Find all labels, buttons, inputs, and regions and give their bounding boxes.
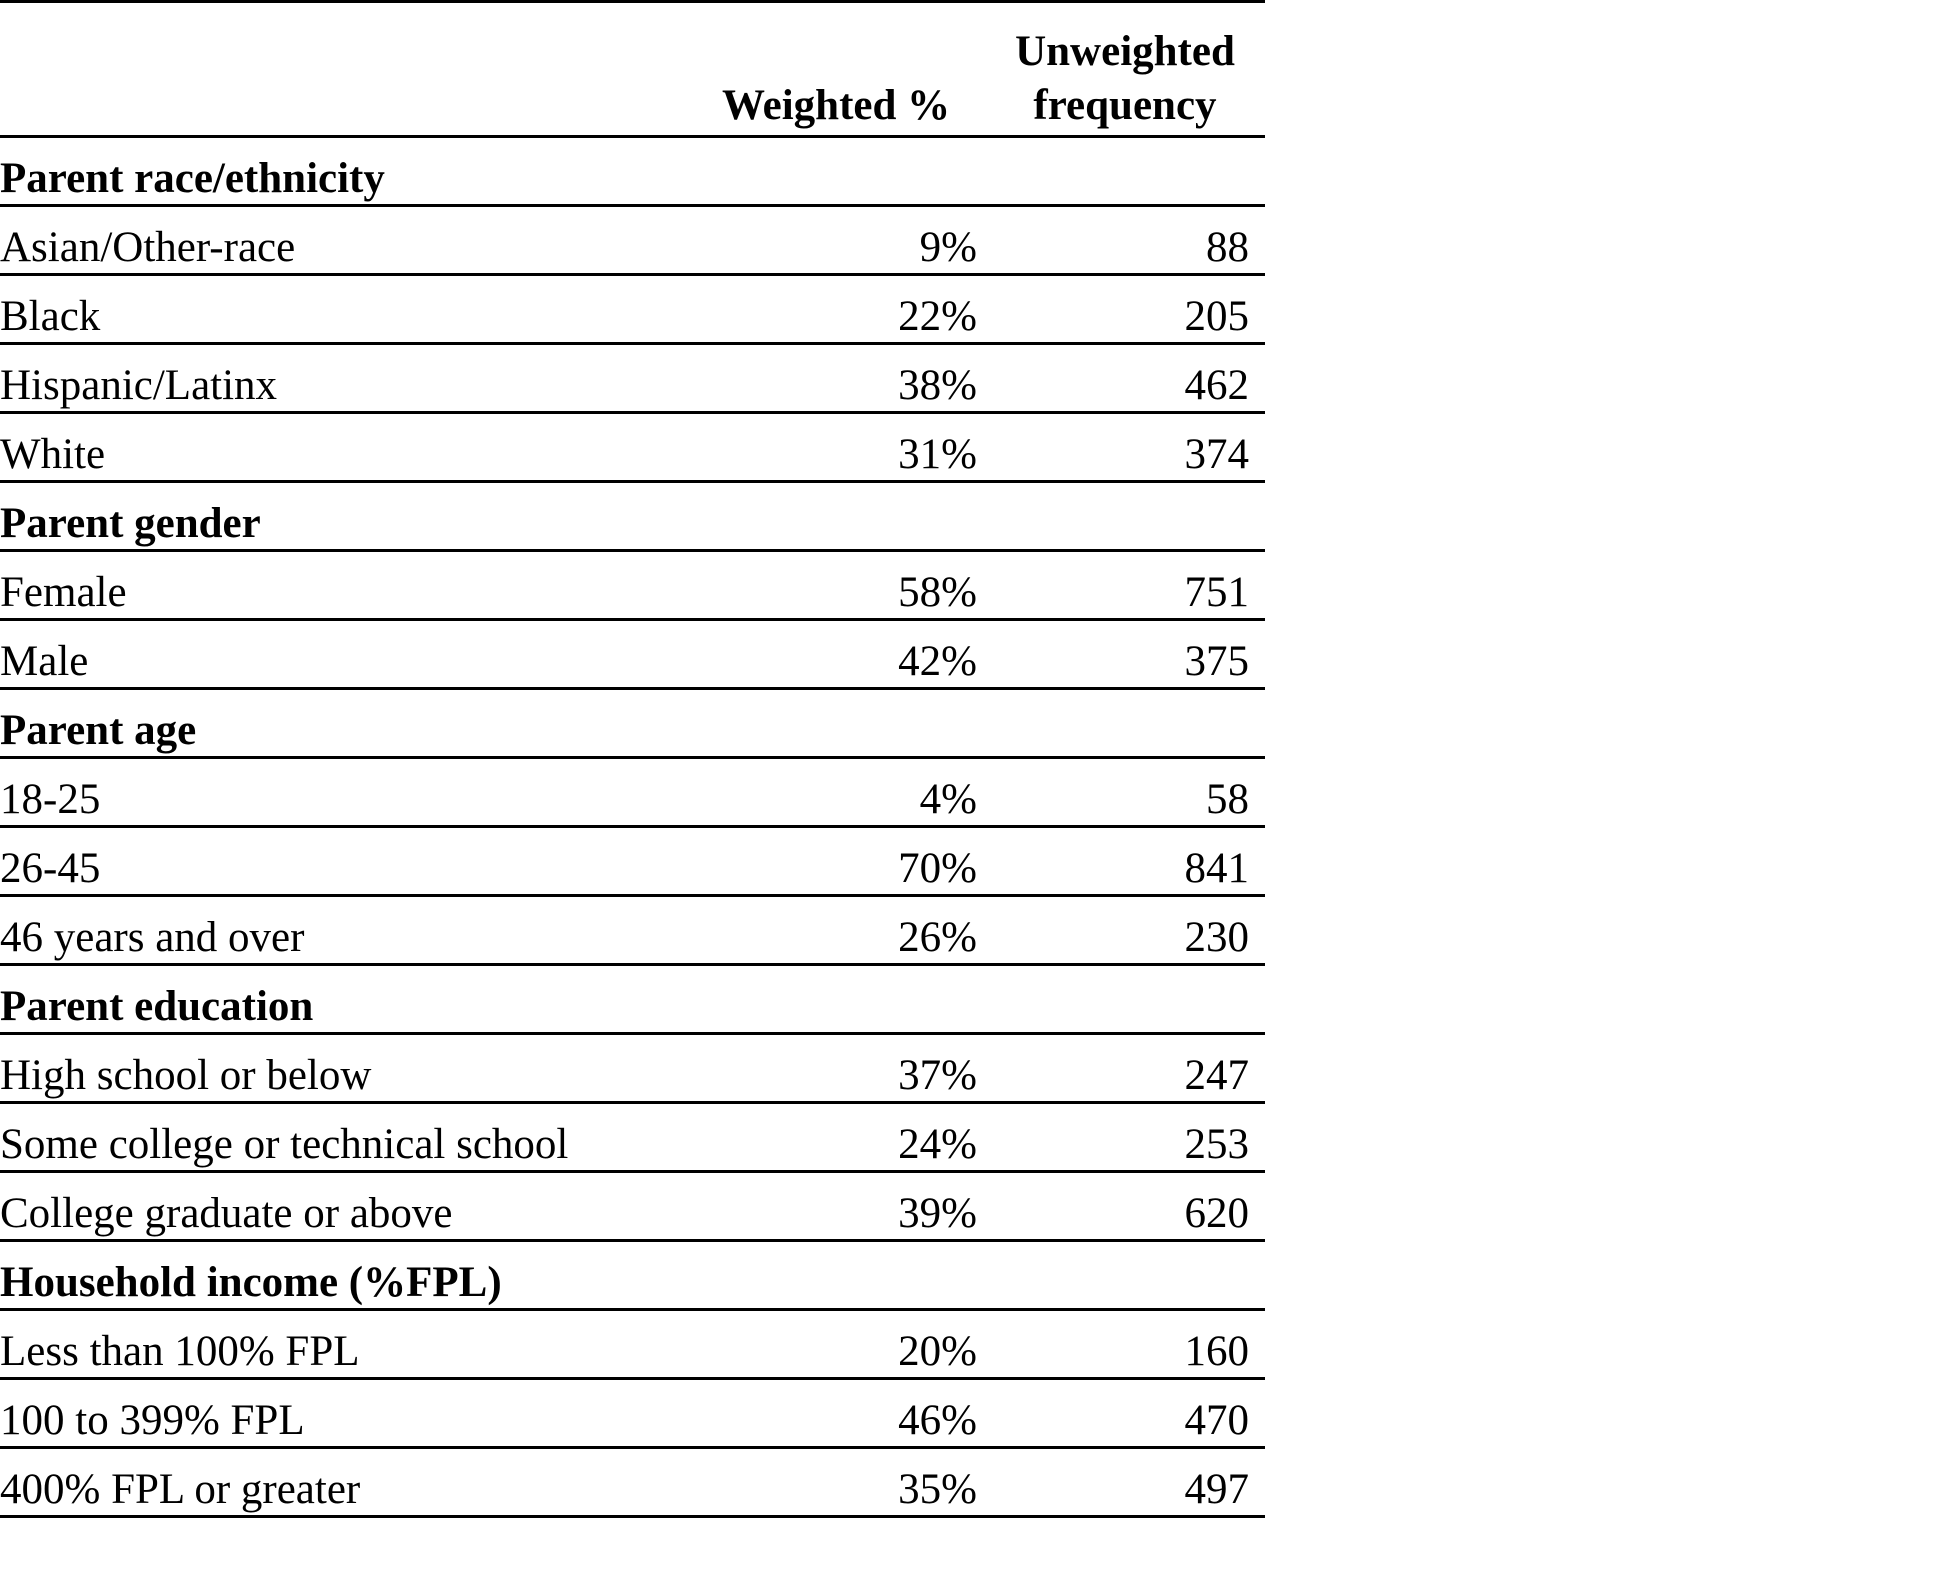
row-label: Less than 100% FPL (0, 1328, 360, 1375)
row-unweighted-frequency: 841 (1184, 845, 1249, 892)
row-weighted-pct: 70% (898, 845, 977, 892)
row-label: 400% FPL or greater (0, 1466, 361, 1513)
header-weighted-pct: Weighted % (722, 82, 951, 129)
row-unweighted-frequency: 230 (1184, 914, 1249, 961)
row-label: Female (0, 569, 127, 616)
row-weighted-pct: 24% (898, 1121, 977, 1168)
row-unweighted-frequency: 497 (1184, 1466, 1249, 1513)
table-row (0, 828, 1265, 897)
section-header-row (0, 690, 1265, 759)
row-unweighted-frequency: 375 (1184, 638, 1249, 685)
table-body (0, 138, 1265, 1518)
row-weighted-pct: 42% (898, 638, 977, 685)
row-unweighted-frequency: 160 (1184, 1328, 1249, 1375)
row-label: 46 years and over (0, 914, 305, 961)
row-label: 100 to 399% FPL (0, 1397, 305, 1444)
section-title: Parent race/ethnicity (0, 155, 385, 202)
row-label: High school or below (0, 1052, 372, 1099)
row-unweighted-frequency: 253 (1184, 1121, 1249, 1168)
row-weighted-pct: 26% (898, 914, 977, 961)
row-label: Black (0, 293, 101, 340)
table-row (0, 207, 1265, 276)
row-unweighted-frequency: 374 (1184, 431, 1249, 478)
row-unweighted-frequency: 620 (1184, 1190, 1249, 1237)
row-unweighted-frequency: 247 (1184, 1052, 1249, 1099)
row-label: 18-25 (0, 776, 101, 823)
row-label: Hispanic/Latinx (0, 362, 278, 409)
table-row (0, 414, 1265, 483)
row-weighted-pct: 37% (898, 1052, 977, 1099)
row-weighted-pct: 4% (919, 776, 977, 823)
table-row (0, 1311, 1265, 1380)
section-title: Parent age (0, 707, 197, 754)
table-row (0, 759, 1265, 828)
table-row (0, 276, 1265, 345)
row-label: 26-45 (0, 845, 101, 892)
row-weighted-pct: 22% (898, 293, 977, 340)
row-weighted-pct: 38% (898, 362, 977, 409)
row-label: Asian/Other-race (0, 224, 296, 271)
header-unweighted-frequency (1000, 25, 1250, 133)
row-unweighted-frequency: 205 (1184, 293, 1249, 340)
row-weighted-pct: 58% (898, 569, 977, 616)
row-weighted-pct: 31% (898, 431, 977, 478)
row-weighted-pct: 46% (898, 1397, 977, 1444)
row-unweighted-frequency: 88 (1206, 224, 1249, 271)
row-label: College graduate or above (0, 1190, 453, 1237)
row-weighted-pct: 35% (898, 1466, 977, 1513)
section-title: Household income (%FPL) (0, 1259, 502, 1306)
row-label: Male (0, 638, 89, 685)
row-weighted-pct: 9% (919, 224, 977, 271)
section-header-row (0, 1242, 1265, 1311)
row-unweighted-frequency: 470 (1184, 1397, 1249, 1444)
section-title: Parent gender (0, 500, 261, 547)
row-unweighted-frequency: 751 (1184, 569, 1249, 616)
section-header-row (0, 483, 1265, 552)
table-row (0, 1035, 1265, 1104)
table-row (0, 1380, 1265, 1449)
row-unweighted-frequency: 462 (1184, 362, 1249, 409)
header-unweighted-line1: Unweighted (1015, 28, 1235, 75)
section-title: Parent education (0, 983, 314, 1030)
row-unweighted-frequency: 58 (1206, 776, 1249, 823)
table-row (0, 897, 1265, 966)
section-header-row (0, 966, 1265, 1035)
row-label: Some college or technical school (0, 1121, 569, 1168)
table-row (0, 1104, 1265, 1173)
table-row (0, 621, 1265, 690)
table-row (0, 1449, 1265, 1518)
table-row (0, 1173, 1265, 1242)
row-weighted-pct: 39% (898, 1190, 977, 1237)
row-label: White (0, 431, 106, 478)
row-weighted-pct: 20% (898, 1328, 977, 1375)
table-row (0, 345, 1265, 414)
header-unweighted-line2: frequency (1033, 82, 1217, 129)
table-header (0, 3, 1265, 138)
section-header-row (0, 138, 1265, 207)
table-row (0, 552, 1265, 621)
